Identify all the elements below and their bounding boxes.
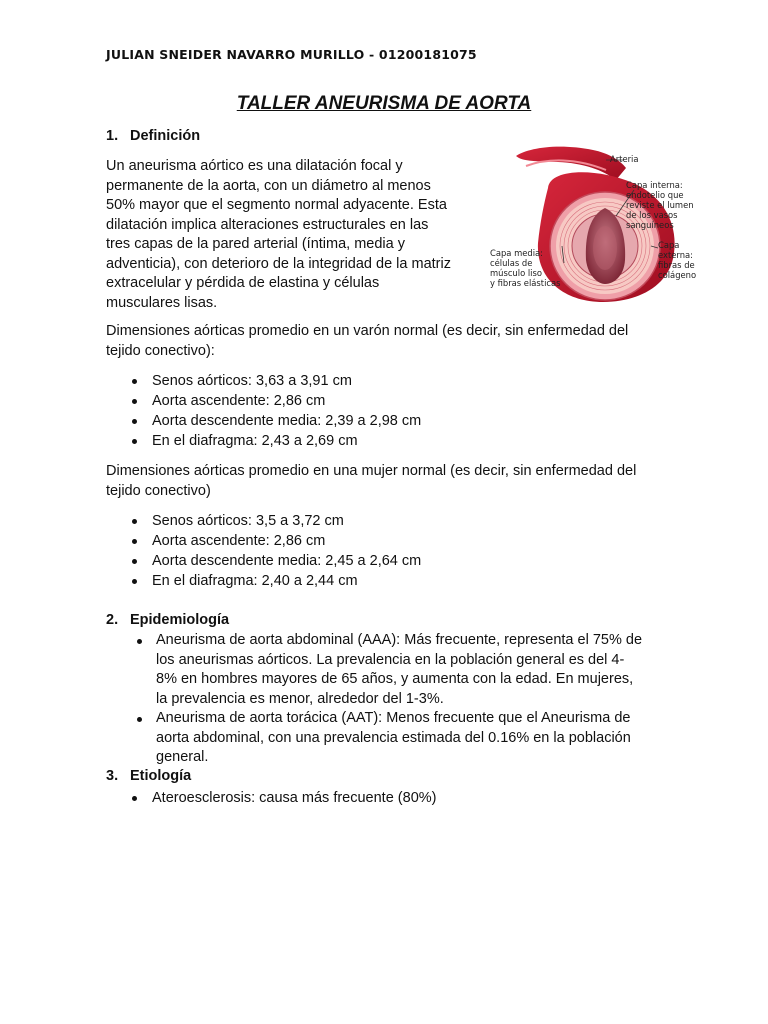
text-line: Dimensiones aórticas promedio en una mujer normal (es decir, sin enfermedad del — [106, 463, 637, 479]
text-line: general. — [156, 749, 209, 765]
section-number: 3. — [106, 768, 119, 784]
section-number: 2. — [106, 612, 119, 628]
etiology-list — [106, 788, 437, 808]
label-line: células de — [490, 258, 533, 268]
section-number: 1. — [106, 128, 119, 144]
section-heading-text: Etiología — [130, 768, 192, 784]
text-line: Un aneurisma aórtico es una dilatación focal y — [106, 158, 403, 174]
text-line: musculares lisas. — [106, 294, 218, 311]
text-line: Aneurisma de aorta abdominal (AAA): Más frecuente, representa el 75% de — [156, 632, 643, 648]
label-line: colágeno — [658, 270, 697, 280]
list-item: Senos aórticos: 3,5 a 3,72 cm — [106, 511, 421, 531]
text-line: aorta abdominal, con una prevalencia estimada del 0.16% en la población — [156, 729, 631, 746]
list-item — [106, 709, 666, 768]
definition-paragraph — [106, 157, 476, 313]
label-line: Capa media: — [490, 248, 543, 258]
page-title: TALLER ANEURISMA DE AORTA — [236, 93, 532, 114]
male-dimensions-list — [106, 371, 421, 451]
list-item: Aorta ascendente: 2,86 cm — [106, 531, 421, 551]
list-item: Aorta descendente media: 2,45 a 2,64 cm — [106, 551, 421, 571]
label-line: músculo liso — [490, 268, 542, 278]
label-line: Capa interna: — [626, 180, 683, 190]
label-line: de los vasos — [626, 210, 678, 220]
author-header: JULIAN SNEIDER NAVARRO MURILLO - 01200181075 — [106, 47, 477, 62]
label-line: reviste el lumen — [626, 200, 694, 210]
list-item: En el diafragma: 2,40 a 2,44 cm — [106, 571, 421, 591]
list-item: En el diafragma: 2,43 a 2,69 cm — [106, 431, 421, 451]
label-line: Capa — [658, 240, 680, 250]
label-line: sanguíneos — [626, 220, 674, 230]
text-line: los aneurismas aórticos. La prevalencia en la población general es del 4- — [156, 651, 625, 668]
female-dimensions-list — [106, 511, 421, 591]
label-line: endotelio que — [626, 190, 684, 200]
label-line: y fibras elásticas — [490, 278, 561, 288]
section-heading-definicion — [106, 128, 200, 144]
text-line: tejido conectivo) — [106, 482, 211, 499]
text-line: Dimensiones aórticas promedio en un varón normal (es decir, sin enfermedad del — [106, 323, 629, 339]
label-capa-interna — [626, 180, 694, 230]
epidemiology-list — [106, 631, 666, 768]
label-capa-media — [490, 248, 561, 288]
section-heading-epidemiologia — [106, 612, 229, 628]
female-dimensions-intro — [106, 462, 676, 501]
male-dimensions-intro — [106, 322, 676, 361]
text-line: dilatación implica alteraciones estructurales en las — [106, 216, 429, 233]
list-item: Ateroesclerosis: causa más frecuente (80%) — [106, 788, 437, 808]
list-item: Senos aórticos: 3,63 a 3,91 cm — [106, 371, 421, 391]
list-item: Aorta descendente media: 2,39 a 2,98 cm — [106, 411, 421, 431]
text-line: tres capas de la pared arterial (íntima, media y — [106, 236, 405, 252]
text-line: extracelular y pérdida de elastina y células — [106, 275, 380, 291]
text-line: 50% mayor que el segmento normal adyacente. Esta — [106, 197, 447, 213]
label-arteria: Arteria — [610, 154, 639, 164]
text-line: permanente de la aorta, con un diámetro al menos — [106, 177, 431, 194]
list-item — [106, 631, 666, 709]
text-line: tejido conectivo): — [106, 342, 215, 359]
text-line: adventicia), con deterioro de la integridad de la matriz — [106, 255, 451, 272]
label-line: fibras de — [658, 260, 695, 270]
list-item: Aorta ascendente: 2,86 cm — [106, 391, 421, 411]
section-heading-etiologia — [106, 768, 191, 784]
label-capa-externa — [658, 240, 696, 280]
text-line: Aneurisma de aorta torácica (AAT): Menos frecuente que el Aneurisma de — [156, 710, 631, 726]
aorta-wall-illustration — [488, 128, 710, 306]
text-line: la prevalencia es menor, alrededor del 1-3%. — [156, 690, 444, 707]
text-line: 8% en hombres mayores de 65 años, y aumenta con la edad. En mujeres, — [156, 671, 634, 687]
label-line: externa: — [658, 250, 693, 260]
section-heading-text: Epidemiología — [130, 612, 230, 628]
section-heading-text: Definición — [130, 128, 201, 144]
